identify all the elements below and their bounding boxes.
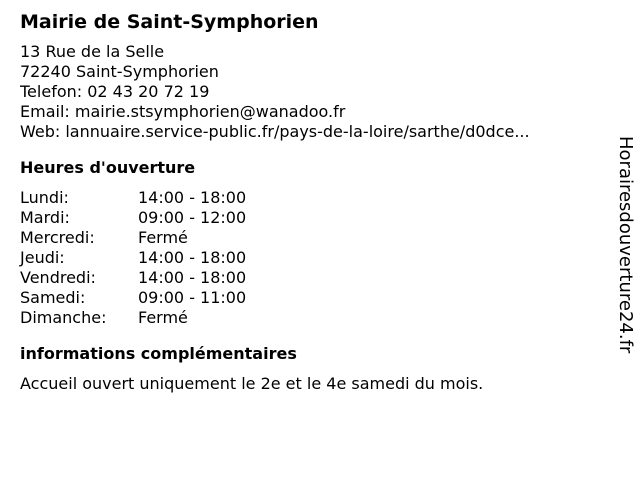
phone-number[interactable]: Telefon: 02 43 20 72 19 xyxy=(20,82,210,101)
opening-hours-heading: Heures d'ouverture xyxy=(20,158,196,177)
additional-info-text: Accueil ouvert uniquement le 2e et le 4e samedi du mois. xyxy=(20,374,484,393)
day-hours: 09:00 - 12:00 xyxy=(138,208,247,227)
hours-row-thursday xyxy=(20,248,600,268)
site-watermark: Horairesdouverture24.fr xyxy=(615,136,636,354)
page-title: Mairie de Saint-Symphorien xyxy=(20,11,319,33)
day-label: Mercredi: xyxy=(20,228,95,247)
address-city: 72240 Saint-Symphorien xyxy=(20,62,219,81)
hours-row-sunday xyxy=(20,308,600,328)
day-hours: 14:00 - 18:00 xyxy=(138,268,247,287)
website-link[interactable]: Web: lannuaire.service-public.fr/pays-de-la-loire/sarthe/d0dce... xyxy=(20,122,530,141)
address-block xyxy=(20,42,600,142)
day-hours: 09:00 - 11:00 xyxy=(138,288,247,307)
day-label: Jeudi: xyxy=(20,248,65,267)
day-hours: Fermé xyxy=(138,228,188,247)
day-label: Vendredi: xyxy=(20,268,96,287)
hours-row-monday xyxy=(20,188,600,208)
hours-row-tuesday xyxy=(20,208,600,228)
day-label: Dimanche: xyxy=(20,308,107,327)
day-hours: Fermé xyxy=(138,308,188,327)
address-street: 13 Rue de la Selle xyxy=(20,42,165,61)
day-hours: 14:00 - 18:00 xyxy=(138,188,247,207)
opening-hours-table xyxy=(20,188,600,328)
hours-row-wednesday xyxy=(20,228,600,248)
page-content xyxy=(20,10,600,394)
day-hours: 14:00 - 18:00 xyxy=(138,248,247,267)
hours-row-friday xyxy=(20,268,600,288)
hours-row-saturday xyxy=(20,288,600,308)
day-label: Samedi: xyxy=(20,288,86,307)
additional-info-heading: informations complémentaires xyxy=(20,344,297,363)
day-label: Lundi: xyxy=(20,188,69,207)
day-label: Mardi: xyxy=(20,208,70,227)
email-address[interactable]: Email: mairie.stsymphorien@wanadoo.fr xyxy=(20,102,346,121)
